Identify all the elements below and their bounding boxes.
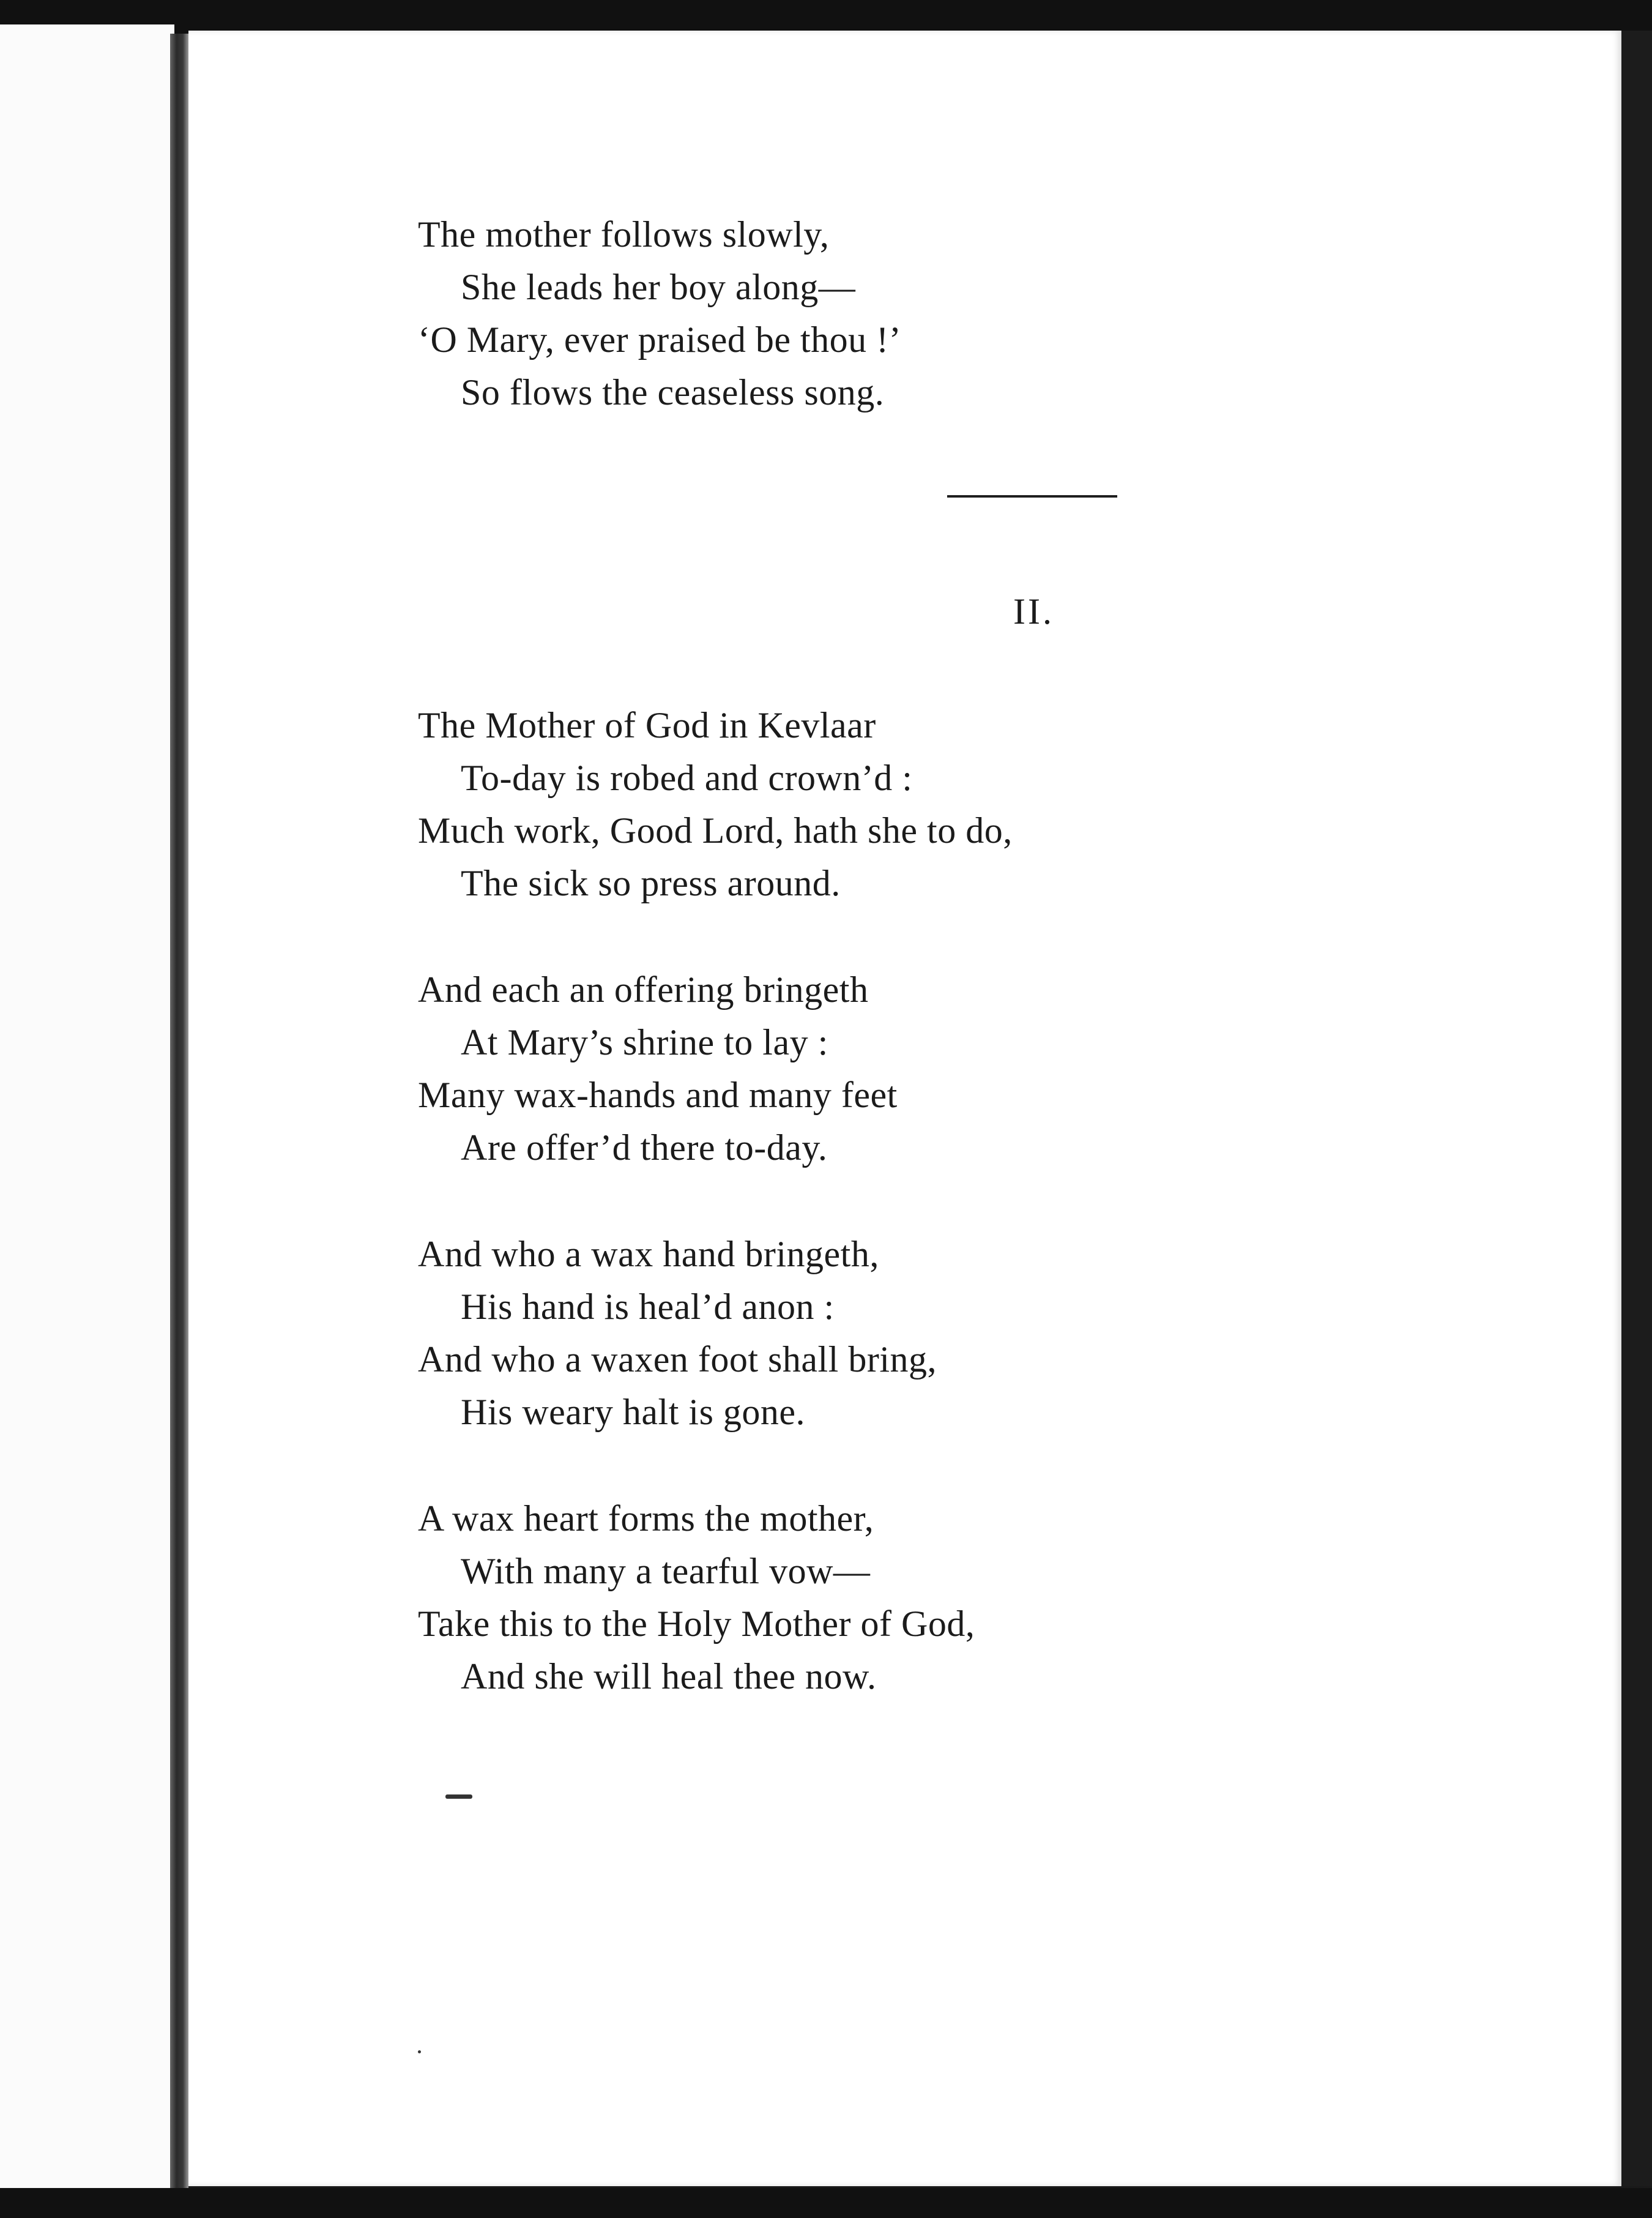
verse-line: The Mother of God in Kevlaar	[418, 705, 876, 745]
scan-top-border	[0, 0, 1652, 34]
verse-line: And who a wax hand bringeth,	[418, 1234, 879, 1274]
section-divider-area	[418, 419, 1458, 526]
verse-line: His weary halt is gone.	[461, 1392, 806, 1432]
verse-line: At Mary’s shrine to lay :	[461, 1022, 828, 1062]
verse-line: Are offer’d there to-day.	[461, 1127, 828, 1168]
verse-line: A wax heart forms the mother,	[418, 1498, 874, 1539]
book-page	[188, 31, 1621, 2186]
book-gutter-shadow	[170, 34, 188, 2188]
verse-line: And who a waxen foot shall bring,	[418, 1339, 937, 1380]
verse-line: Many wax-hands and many feet	[418, 1075, 898, 1115]
section-divider-rule	[947, 495, 1117, 498]
section-heading: II.	[1013, 591, 1054, 632]
verse-line: She leads her boy along—	[461, 267, 856, 307]
scan-speck	[445, 1794, 472, 1799]
poem-text	[418, 208, 1458, 1703]
scan-speck	[418, 2050, 421, 2053]
stanza	[418, 963, 1458, 1174]
stanza	[418, 208, 1458, 419]
verse-line: To-day is robed and crown’d :	[461, 758, 913, 798]
verse-line: With many a tearful vow—	[461, 1551, 871, 1591]
stanza	[418, 1492, 1458, 1703]
verse-line: His hand is heal’d anon :	[461, 1286, 835, 1327]
verse-line: The mother follows slowly,	[418, 214, 830, 255]
verse-line: ‘O Mary, ever praised be thou !’	[418, 319, 902, 360]
facing-page-edge	[0, 24, 174, 2191]
stanza	[418, 699, 1458, 909]
verse-line: The sick so press around.	[461, 863, 841, 903]
verse-line: So flows the ceaseless song.	[461, 372, 885, 413]
verse-line: Much work, Good Lord, hath she to do,	[418, 810, 1013, 851]
verse-line: And she will heal thee now.	[461, 1656, 877, 1697]
verse-line: Take this to the Holy Mother of God,	[418, 1604, 975, 1644]
scan-right-border	[1621, 31, 1652, 2186]
verse-line: And each an offering bringeth	[418, 969, 869, 1010]
scan-bottom-border	[0, 2188, 1652, 2218]
stanza	[418, 1228, 1458, 1438]
